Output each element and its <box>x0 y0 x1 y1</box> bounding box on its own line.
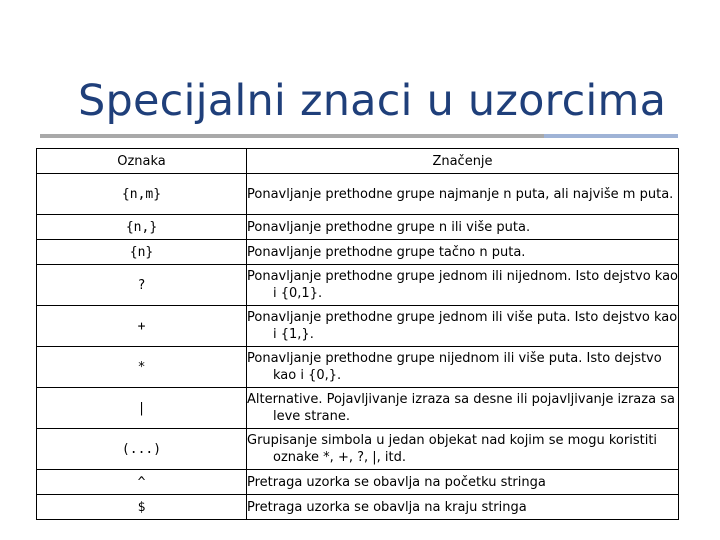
table-header-row <box>37 149 679 174</box>
meaning-text: Ponavljanje prethodne grupe n ili više puta. <box>247 219 531 235</box>
slide-title: Specijalni znaci u uzorcima <box>78 76 667 126</box>
symbol-cell: ^ <box>37 470 247 495</box>
table-row <box>37 470 679 495</box>
meaning-text: Ponavljanje prethodne grupe najmanje n puta, ali najviše m puta. <box>247 186 674 202</box>
symbol-cell: {n} <box>37 240 247 265</box>
meaning-cell <box>247 388 679 429</box>
table-row <box>37 429 679 470</box>
meaning-text: Ponavljanje prethodne grupe nijednom ili više puta. Isto dejstvo kao i {0,}. <box>247 351 662 383</box>
meaning-cell <box>247 495 679 520</box>
table-row <box>37 347 679 388</box>
meaning-text: Ponavljanje prethodne grupe tačno n puta. <box>247 244 526 260</box>
symbol-cell: {n,m} <box>37 174 247 215</box>
title-underline-gray <box>40 134 544 138</box>
title-underline-blue <box>544 134 678 138</box>
symbol-cell: $ <box>37 495 247 520</box>
meaning-cell <box>247 174 679 215</box>
special-characters-table <box>36 148 679 520</box>
table-row <box>37 174 679 215</box>
table-row <box>37 240 679 265</box>
meaning-text: Grupisanje simbola u jedan objekat nad kojim se mogu koristiti oznake *, +, ?, |, itd. <box>247 433 658 465</box>
table-row <box>37 215 679 240</box>
symbol-cell: ? <box>37 265 247 306</box>
meaning-text: Ponavljanje prethodne grupe jednom ili više puta. Isto dejstvo kao i {1,}. <box>247 310 678 342</box>
header-oznaka: Oznaka <box>37 149 247 174</box>
meaning-text: Pretraga uzorka se obavlja na početku stringa <box>247 474 546 490</box>
meaning-cell <box>247 265 679 306</box>
meaning-cell <box>247 215 679 240</box>
meaning-cell <box>247 306 679 347</box>
meaning-text: Alternative. Pojavljivanje izraza sa desne ili pojavljivanje izraza sa leve strane. <box>247 392 675 424</box>
meaning-cell <box>247 347 679 388</box>
meaning-text: Pretraga uzorka se obavlja na kraju stringa <box>247 499 527 515</box>
meaning-cell <box>247 470 679 495</box>
symbol-cell: | <box>37 388 247 429</box>
meaning-text: Ponavljanje prethodne grupe jednom ili nijednom. Isto dejstvo kao i {0,1}. <box>247 269 679 301</box>
symbol-cell: * <box>37 347 247 388</box>
table-row <box>37 388 679 429</box>
symbol-cell: {n,} <box>37 215 247 240</box>
symbol-cell: + <box>37 306 247 347</box>
symbol-cell: (...) <box>37 429 247 470</box>
table-row <box>37 495 679 520</box>
header-znacenje: Značenje <box>247 149 679 174</box>
meaning-cell <box>247 240 679 265</box>
table-row <box>37 265 679 306</box>
table-row <box>37 306 679 347</box>
meaning-cell <box>247 429 679 470</box>
